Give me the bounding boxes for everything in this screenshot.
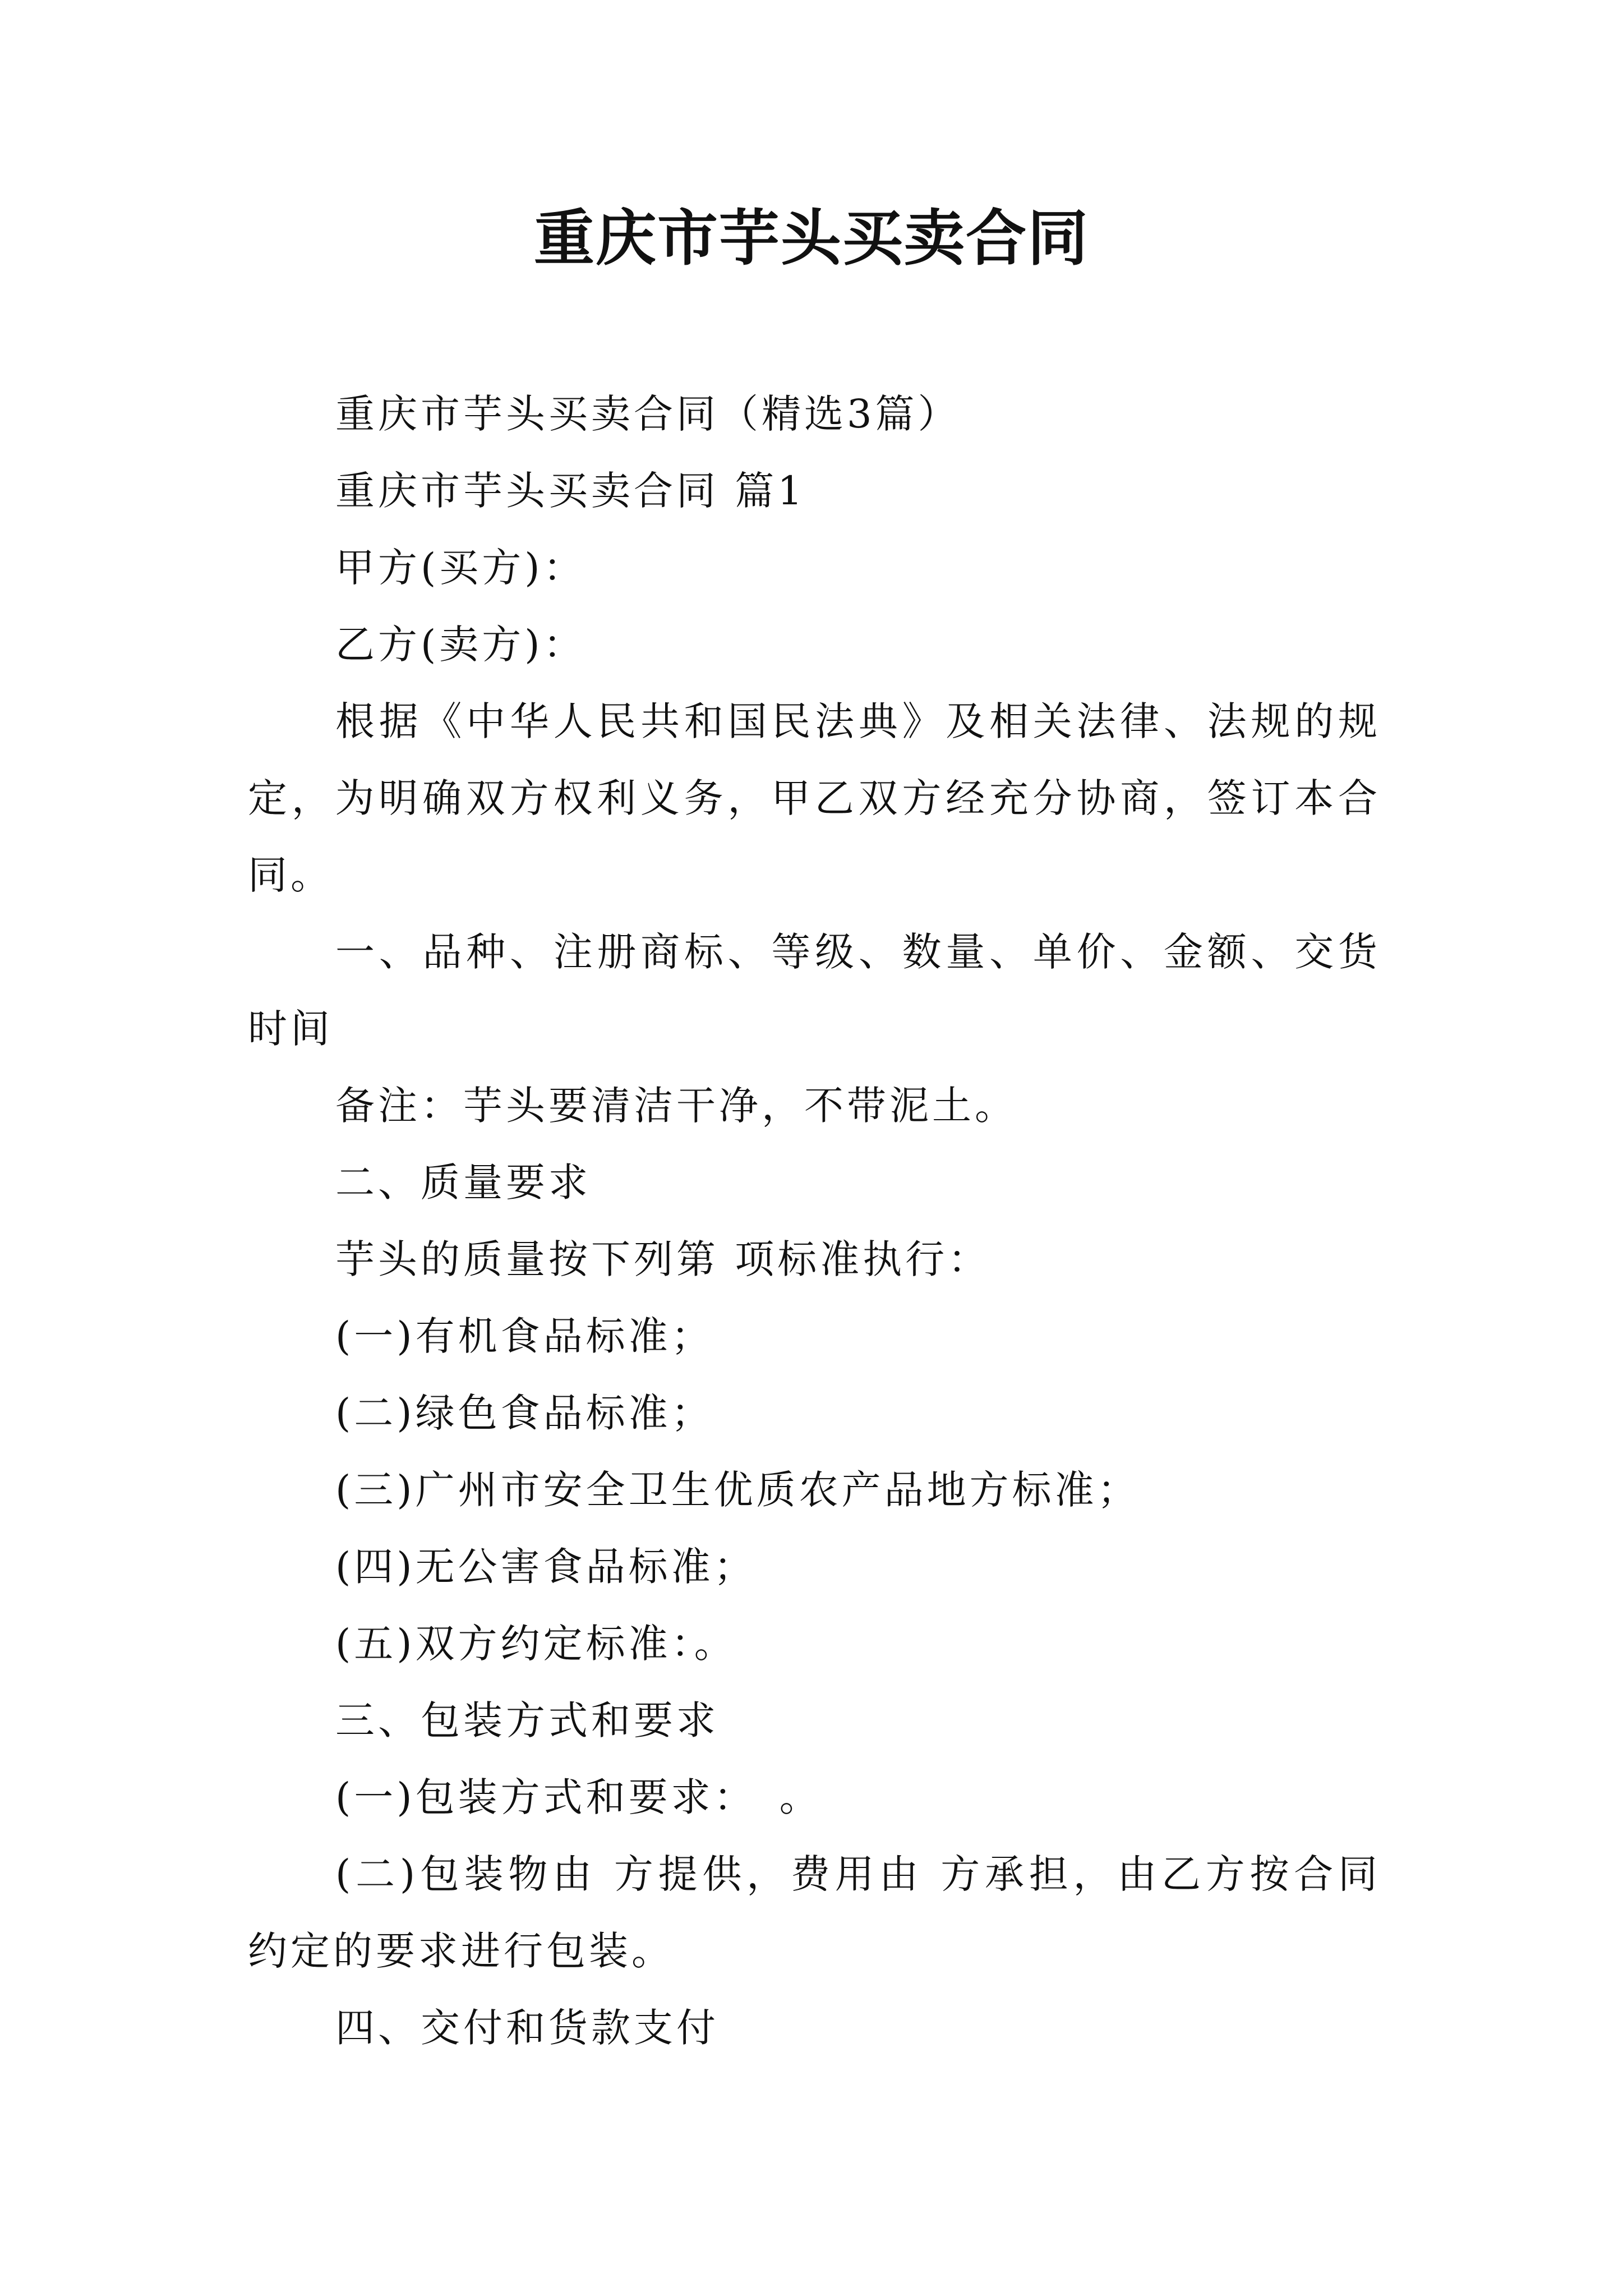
paragraph-standard-3: (三)广州市安全卫生优质农产品地方标准； bbox=[335, 1467, 1140, 1513]
paragraph-remark: 备注：芋头要清洁干净，不带泥土。 bbox=[335, 1083, 1017, 1129]
paragraph-packaging-1: (一)包装方式和要求： 。 bbox=[335, 1774, 822, 1820]
paragraph-packaging-2: (二)包装物由 方提供，费用由 方承担，由乙方按合同约定的要求进行包装。 bbox=[248, 1851, 1381, 1974]
document-title: 重庆市芋头买卖合同 bbox=[533, 203, 1089, 274]
paragraph-section-2: 二、质量要求 bbox=[335, 1159, 591, 1205]
paragraph-heading-selected: 重庆市芋头买卖合同（精选3篇） bbox=[335, 391, 961, 437]
paragraph-standard-5: (五)双方约定标准：。 bbox=[335, 1621, 737, 1667]
paragraph-part-1: 重庆市芋头买卖合同 篇1 bbox=[335, 468, 806, 514]
paragraph-party-b: 乙方(卖方)： bbox=[335, 622, 586, 668]
paragraph-standard-4: (四)无公害食品标准； bbox=[335, 1544, 757, 1590]
document-body bbox=[248, 376, 1381, 2067]
paragraph-standard-1: (一)有机食品标准； bbox=[335, 1313, 714, 1359]
paragraph-section-3: 三、包装方式和要求 bbox=[335, 1697, 719, 1743]
paragraph-standard-2: (二)绿色食品标准； bbox=[335, 1390, 714, 1436]
paragraph-section-1: 一、品种、注册商标、等级、数量、单价、金额、交货时间 bbox=[248, 929, 1381, 1052]
paragraph-section-4: 四、交付和货款支付 bbox=[335, 2005, 719, 2051]
paragraph-preamble: 根据《中华人民共和国民法典》及相关法律、法规的规定，为明确双方权利义务，甲乙双方经充分协商，签订本合同。 bbox=[248, 698, 1381, 898]
paragraph-party-a: 甲方(买方)： bbox=[335, 545, 586, 591]
paragraph-quality-standard: 芋头的质量按下列第 项标准执行： bbox=[335, 1236, 991, 1282]
